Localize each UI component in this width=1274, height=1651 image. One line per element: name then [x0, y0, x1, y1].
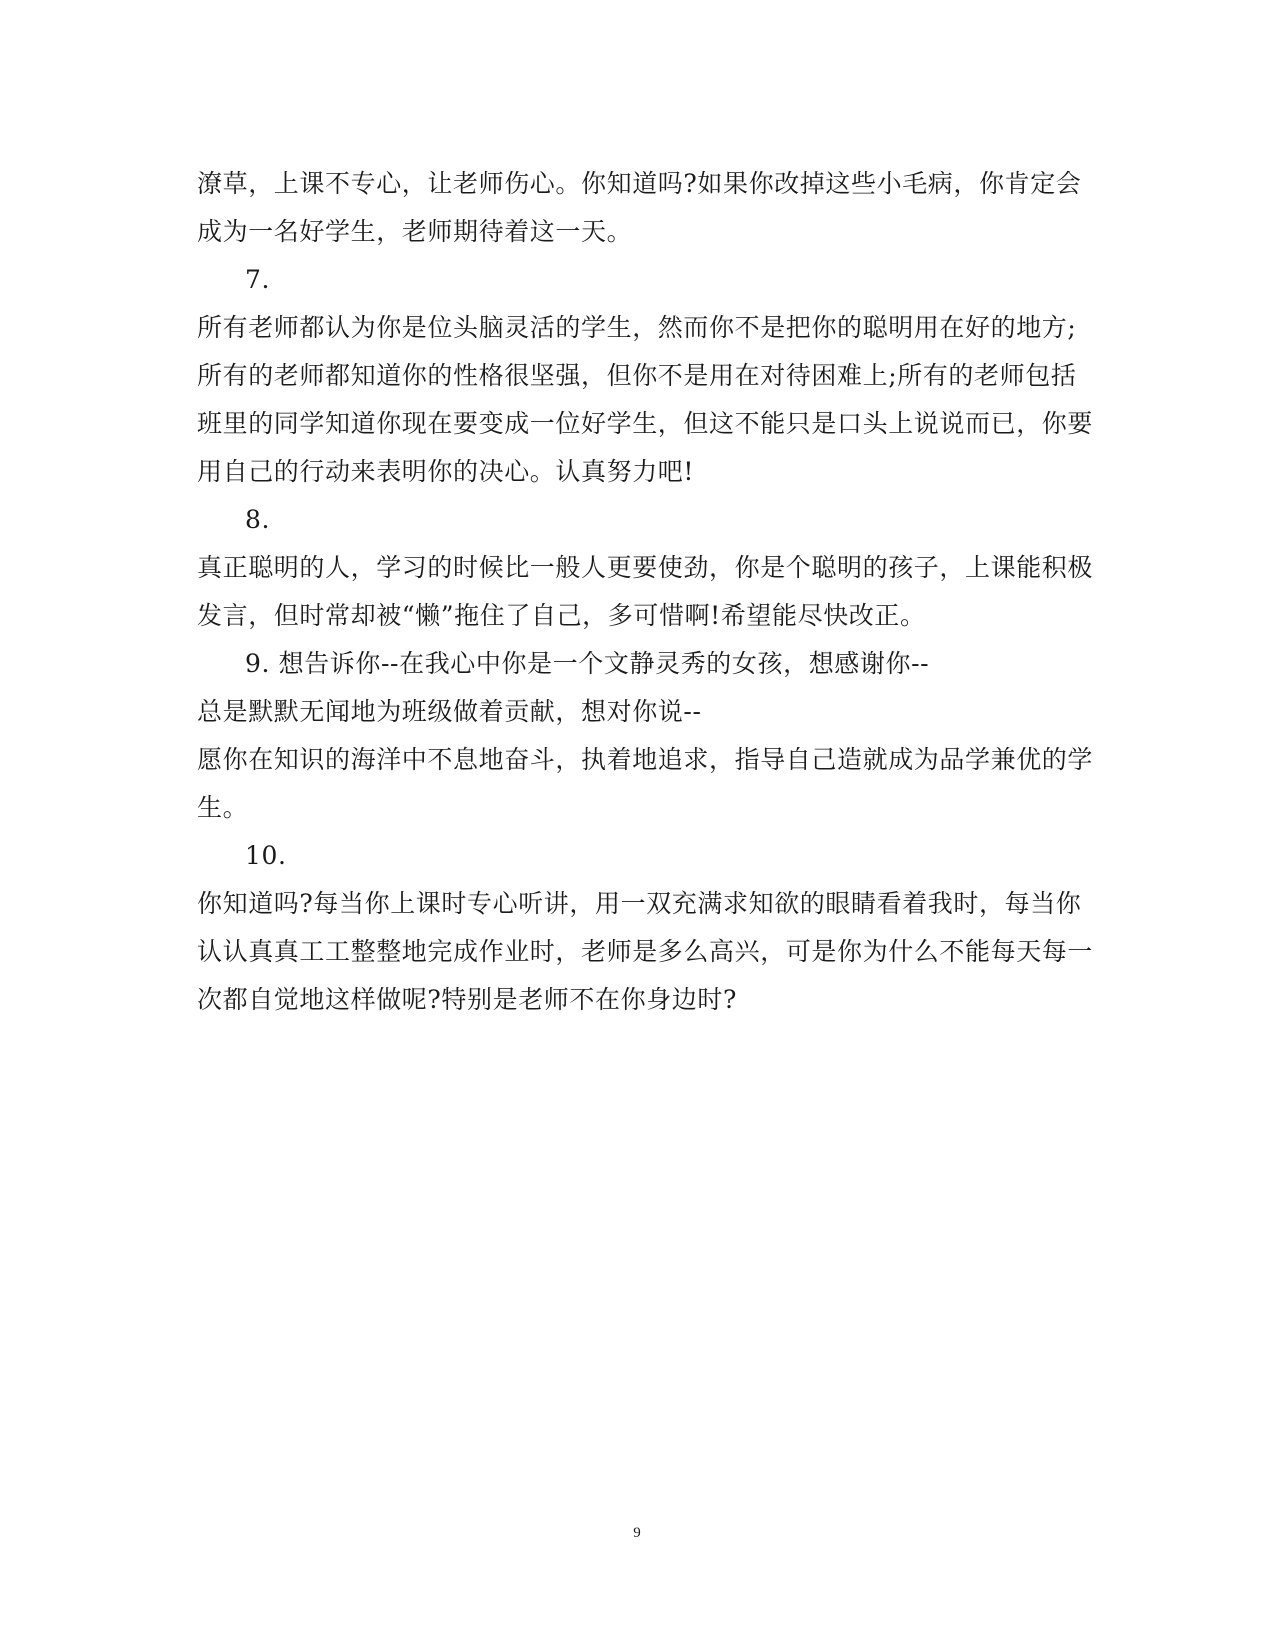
text-line: 你知道吗?每当你上课时专心听讲，用一双充满求知欲的眼睛看着我时，每当你 — [197, 889, 1082, 918]
text-line: 愿你在知识的海洋中不息地奋斗，执着地追求，指导自己造就成为品学兼优的学 — [197, 745, 1094, 774]
page-number: 9 — [633, 1525, 641, 1541]
body-text — [197, 160, 1094, 1024]
text-line: 发言，但时常却被“懒”拖住了自己，多可惜啊!希望能尽快改正。 — [197, 601, 926, 630]
text-line: 所有的老师都知道你的性格很坚强，但你不是用在对待困难上;所有的老师包括 — [197, 361, 1077, 390]
item-number: 10. — [245, 841, 287, 870]
text-line: 次都自觉地这样做呢?特别是老师不在你身边时? — [197, 985, 738, 1014]
text-line: 成为一名好学生，老师期待着这一天。 — [197, 217, 633, 246]
text-line: 所有老师都认为你是位头脑灵活的学生，然而你不是把你的聪明用在好的地方; — [197, 313, 1077, 342]
text-line: 班里的同学知道你现在要变成一位好学生，但这不能只是口头上说说而已，你要 — [197, 409, 1094, 438]
item-number: 8. — [245, 505, 271, 534]
text-line: 认认真真工工整整地完成作业时，老师是多么高兴，可是你为什么不能每天每一 — [197, 937, 1094, 966]
text-line: 真正聪明的人，学习的时候比一般人更要使劲，你是个聪明的孩子，上课能积极 — [197, 553, 1094, 582]
item-number-with-text: 9. 想告诉你--在我心中你是一个文静灵秀的女孩，想感谢你-- — [245, 649, 930, 678]
text-line: 生。 — [197, 793, 249, 822]
item-number: 7. — [245, 265, 271, 294]
text-line: 潦草，上课不专心，让老师伤心。你知道吗?如果你改掉这些小毛病，你肯定会 — [197, 169, 1082, 198]
text-line: 总是默默无闻地为班级做着贡献，想对你说-- — [197, 697, 702, 726]
text-line: 用自己的行动来表明你的决心。认真努力吧! — [197, 457, 695, 486]
